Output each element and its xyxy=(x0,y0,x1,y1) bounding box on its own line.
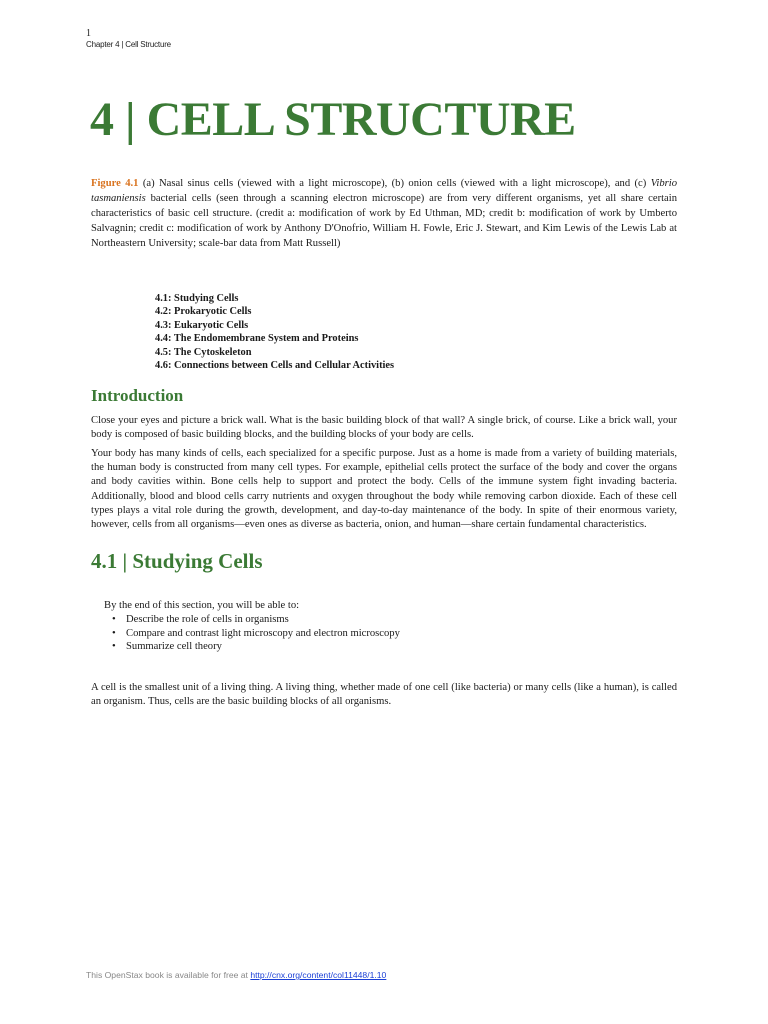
footer-link[interactable]: http://cnx.org/content/col11448/1.10 xyxy=(250,970,387,980)
objective-item xyxy=(112,613,400,626)
outline-item: 4.5: The Cytoskeleton xyxy=(155,346,252,358)
page-number: 1 xyxy=(86,28,91,39)
footer-text: This OpenStax book is available for free at xyxy=(86,970,251,980)
outline-item: 4.6: Connections between Cells and Cellular Activities xyxy=(155,360,395,372)
page-footer xyxy=(86,970,386,980)
section-heading-studying-cells: 4.1 | Studying Cells xyxy=(91,549,263,573)
bullet-icon: • xyxy=(112,614,116,626)
outline-item: 4.3: Eukaryotic Cells xyxy=(155,319,249,331)
objective-item xyxy=(112,627,400,640)
learning-objectives xyxy=(104,599,400,654)
figure-caption-italic: Vibrio tasmaniensis xyxy=(91,178,677,204)
bullet-icon: • xyxy=(112,627,116,639)
introduction-paragraph: Close your eyes and picture a brick wall. What is the basic building block of that wall? A single brick, of course. Like a brick wall, your body is composed of basic building blocks, and the building blocks of your body are cells. xyxy=(91,415,677,441)
objective-text: Summarize cell theory xyxy=(126,641,222,653)
objective-item xyxy=(112,640,400,653)
objectives-list xyxy=(104,613,400,653)
outline-item: 4.1: Studying Cells xyxy=(155,293,239,304)
figure-caption-text-2: bacterial cells (seen through a scanning electron microscope) are from very different organisms, yet all share certain characteristics of basic cell structure. (credit a: modification of work by Ed Uthman, MD; credit b: modification of work by Umberto Salvagnin; credit c: modification of work by Anthony D'Onofrio, William H. Fowle, Eric J. Stewart, and Kim Lewis of the Lewis Lab at Northeastern University; scale-bar data from Matt Russell) xyxy=(91,193,677,249)
chapter-outline xyxy=(155,292,394,372)
objective-text: Compare and contrast light microscopy and electron microscopy xyxy=(126,627,400,639)
outline-item: 4.4: The Endomembrane System and Proteins xyxy=(155,333,359,345)
section-paragraph: A cell is the smallest unit of a living thing. A living thing, whether made of one cell (like bacteria) or many cells (like a human), is called an organism. Thus, cells are the basic building blocks of all organisms. xyxy=(91,682,677,708)
chapter-title: 4 | CELL STRUCTURE xyxy=(90,93,576,146)
objective-text: Describe the role of cells in organisms xyxy=(126,614,289,626)
figure-label: Figure 4.1 xyxy=(91,178,139,189)
introduction-heading: Introduction xyxy=(91,386,184,405)
figure-caption-text-1: (a) Nasal sinus cells (viewed with a light microscope), (b) onion cells (viewed with a light microscope), and (c) xyxy=(138,178,651,189)
introduction-paragraph: Your body has many kinds of cells, each specialized for a specific purpose. Just as a home is made from a variety of building materials, the human body is constructed from many cell types. For example, epithelial cells protect the surface of the body and cover the organs and body cavities within. Bone cells help to support and protect the body. Cells of the immune system fight invading bacteria. Additionally, blood and blood cells carry nutrients and oxygen throughout the body while removing carbon dioxide. Each of these cell types plays a vital role during the growth, development, and day-to-day maintenance of the body. In spite of their enormous variety, however, cells from all organisms—even ones as diverse as bacteria, onion, and human—share certain fundamental characteristics. xyxy=(91,448,677,531)
bullet-icon: • xyxy=(112,641,116,653)
objectives-intro: By the end of this section, you will be able to: xyxy=(104,600,300,611)
figure-caption xyxy=(91,176,677,251)
outline-item: 4.2: Prokaryotic Cells xyxy=(155,306,252,318)
running-header: Chapter 4 | Cell Structure xyxy=(86,40,171,49)
